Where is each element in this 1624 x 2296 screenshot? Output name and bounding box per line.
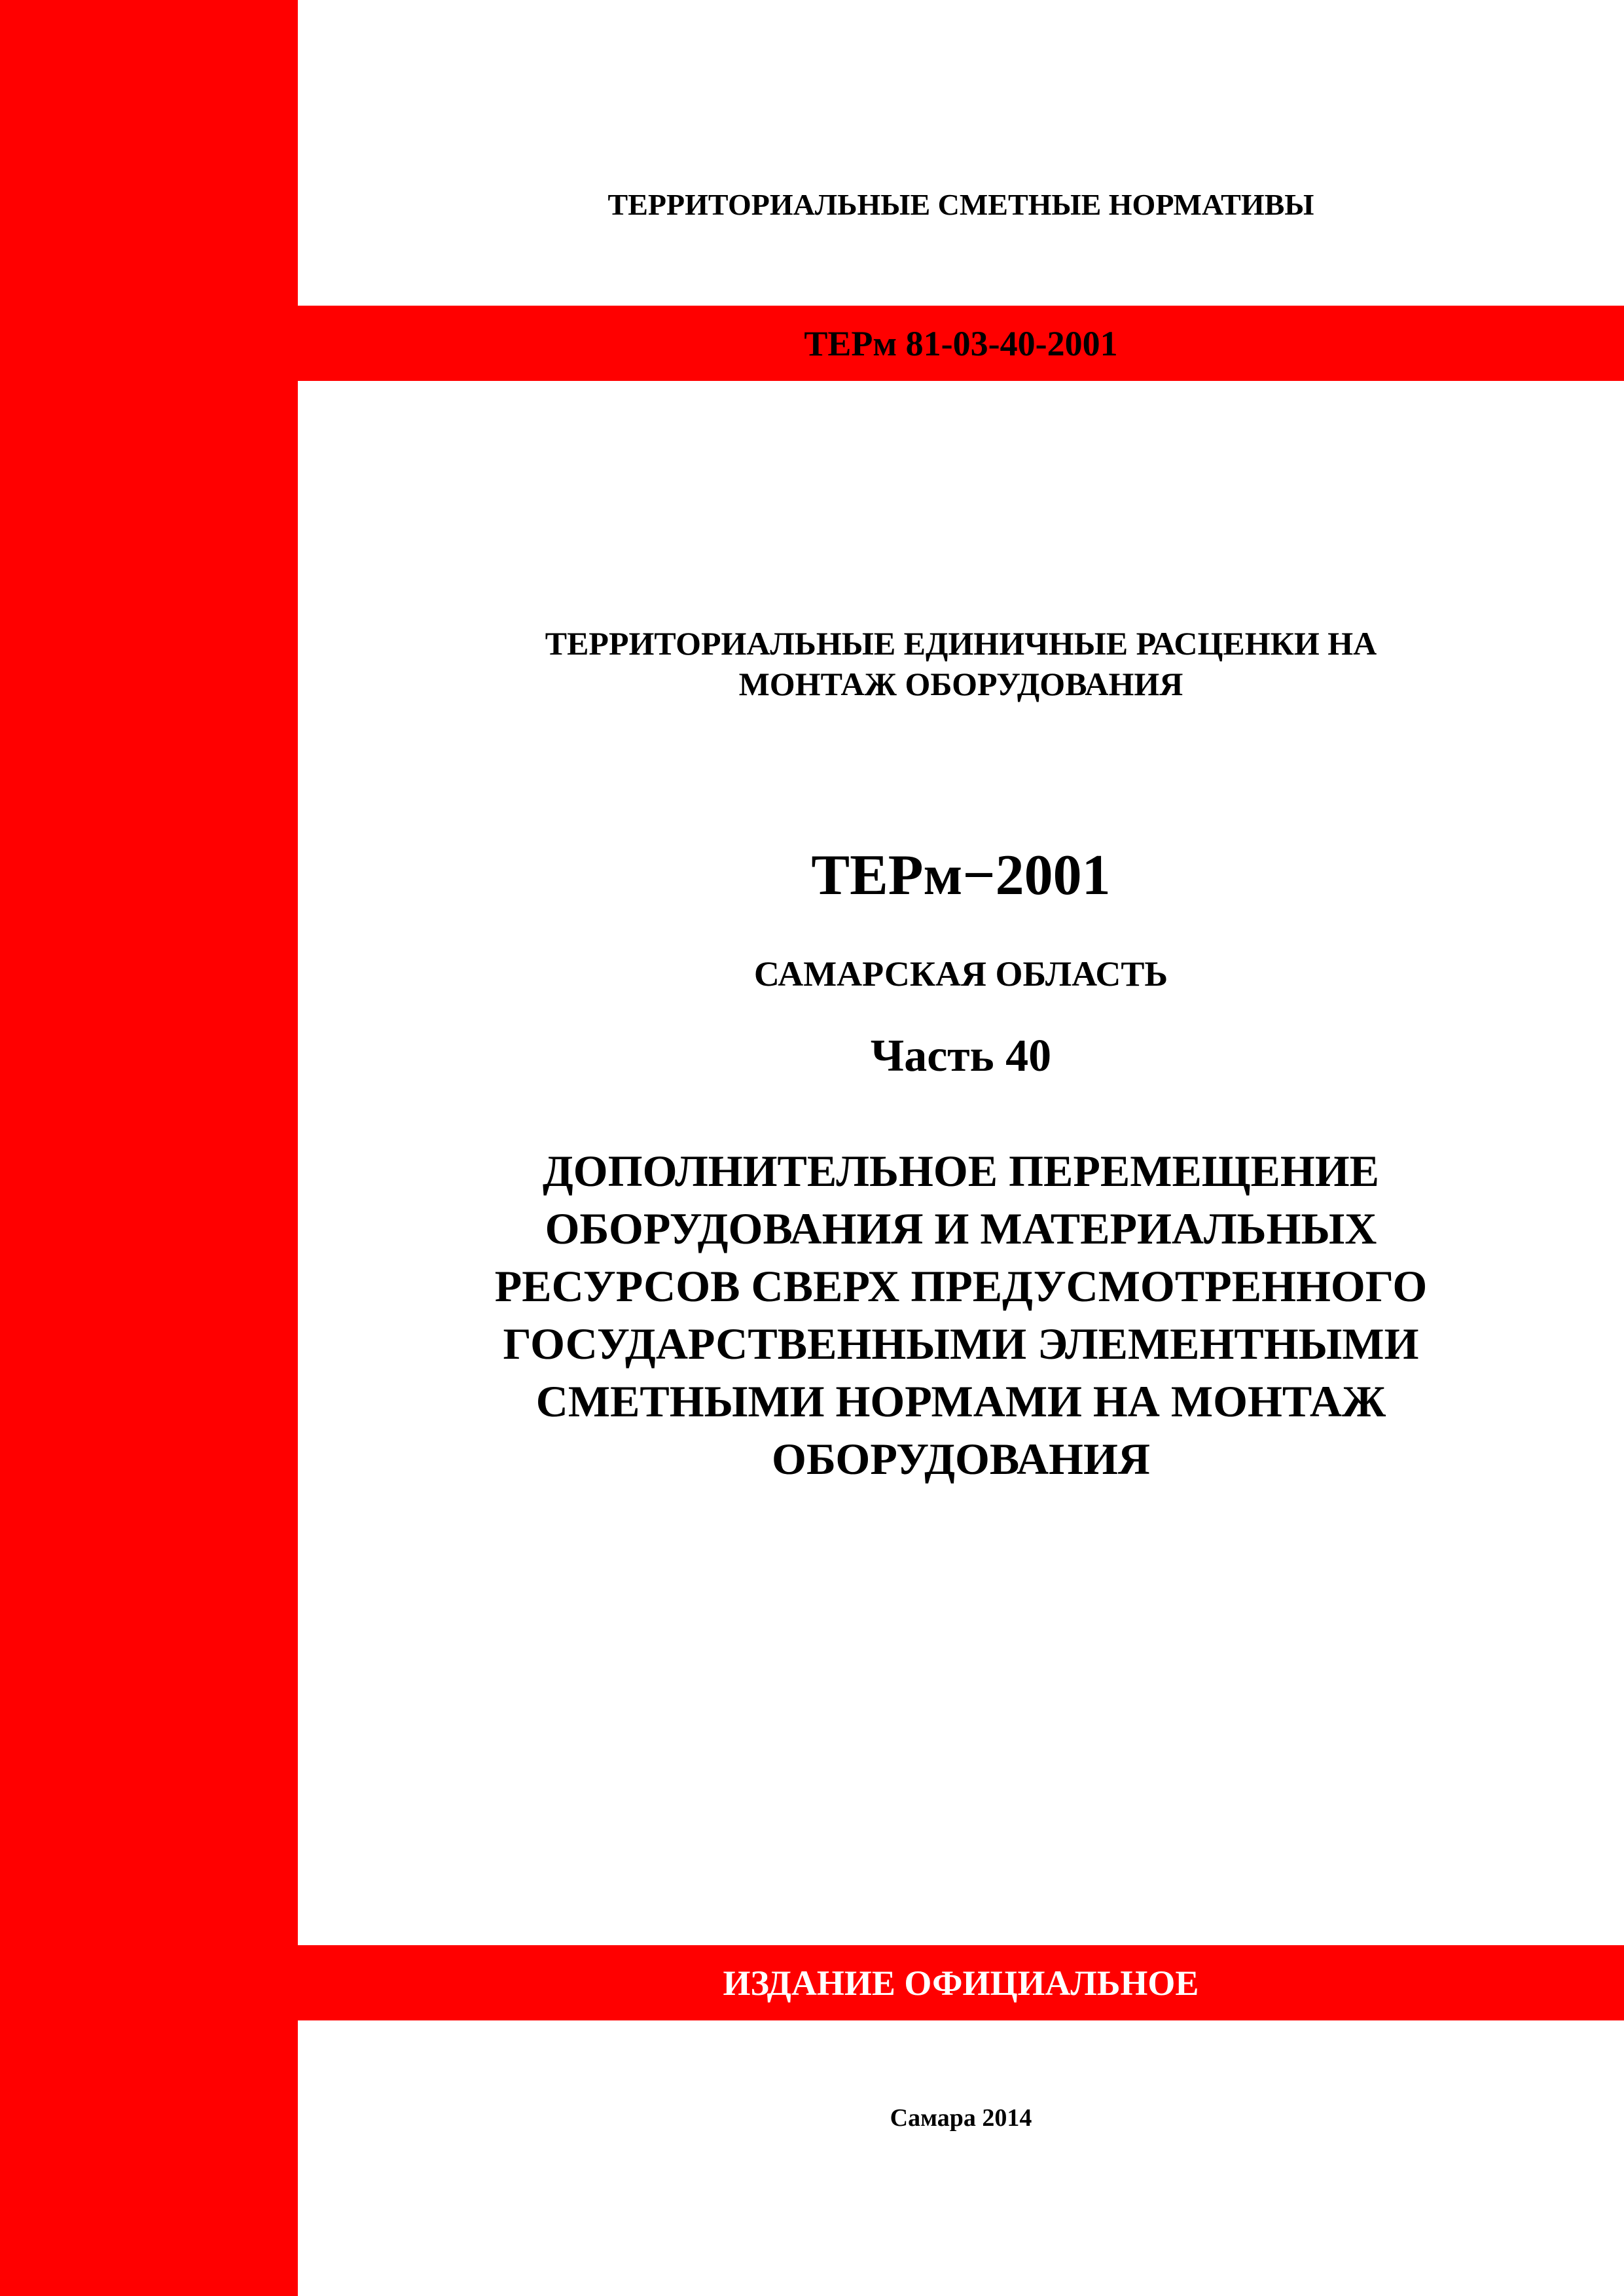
section-title-line: ДОПОЛНИТЕЛЬНОЕ ПЕРЕМЕЩЕНИЕ [543, 1146, 1379, 1196]
section-title-line: ГОСУДАРСТВЕННЫМИ ЭЛЕМЕНТНЫМИ [503, 1319, 1419, 1369]
section-title-line: ОБОРУДОВАНИЯ [772, 1434, 1150, 1484]
collection-title [298, 623, 1624, 704]
document-code: ТЕРм 81-03-40-2001 [804, 324, 1118, 363]
place-and-year: Самара 2014 [890, 2104, 1032, 2132]
edition-title: ТЕРм−2001 [811, 844, 1111, 907]
series-title: ТЕРРИТОРИАЛЬНЫЕ СМЕТНЫЕ НОРМАТИВЫ [607, 188, 1314, 221]
section-title-line: СМЕТНЫМИ НОРМАМИ НА МОНТАЖ [535, 1376, 1386, 1426]
region-name: САМАРСКАЯ ОБЛАСТЬ [753, 954, 1168, 994]
collection-title-line: МОНТАЖ ОБОРУДОВАНИЯ [738, 666, 1183, 702]
section-title-line: РЕСУРСОВ СВЕРХ ПРЕДУСМОТРЕННОГО [494, 1261, 1428, 1311]
section-title [298, 1142, 1624, 1488]
official-edition-label: ИЗДАНИЕ ОФИЦИАЛЬНОЕ [723, 1964, 1199, 2003]
collection-title-line: ТЕРРИТОРИАЛЬНЫЕ ЕДИНИЧНЫЕ РАСЦЕНКИ НА [545, 625, 1377, 662]
section-title-line: ОБОРУДОВАНИЯ И МАТЕРИАЛЬНЫХ [545, 1204, 1377, 1253]
part-number: Часть 40 [870, 1031, 1052, 1081]
